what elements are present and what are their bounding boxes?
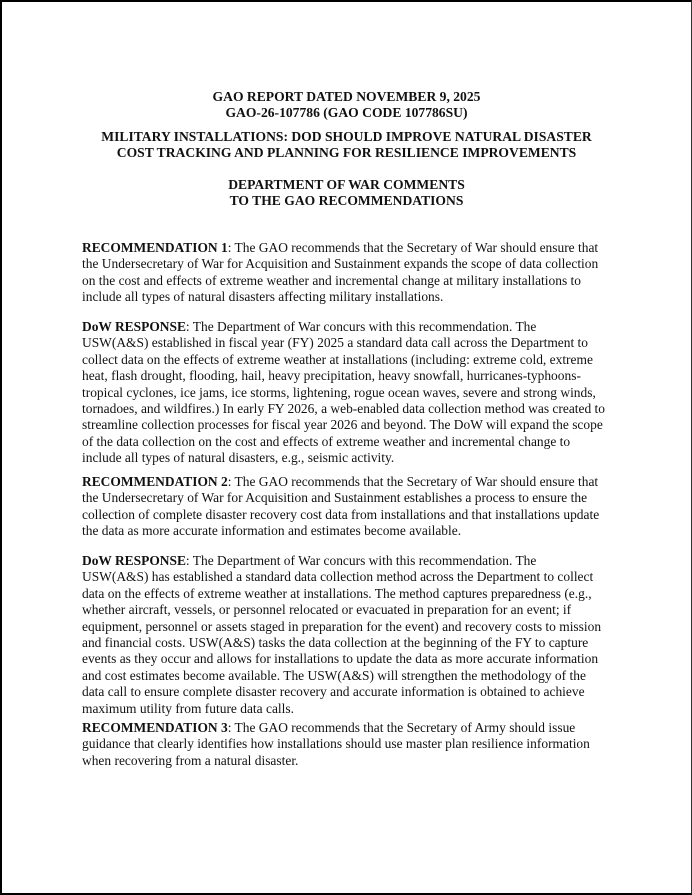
dow-response-2: DoW RESPONSE: The Department of War concurs with this recommendation. The USW(A&S) has established a standard data collection method across the Department to collect data on the effects of extreme weather at installations. The method captures preparedness (e.g., whether aircraft, vessels, or personnel relocated or evacuated in preparation for an event; if equipment, personnel or assets staged in preparation for the event) and recovery costs to mission and financial costs. USW(A&S) tasks the data collection at the beginning of the FY to capture events as they occur and allows for installations to update the data as more accurate information and cost estimates become available. The USW(A&S) will strengthen the methodology of the data call to ensure complete disaster recovery and accurate information is obtained to achieve maximum utility from future data calls. — [82, 553, 602, 716]
report-title — [2, 129, 691, 161]
recommendation-2-label: RECOMMENDATION 2 — [82, 474, 228, 489]
comments-heading-line-1: DEPARTMENT OF WAR COMMENTS — [228, 177, 465, 192]
dow-response-2-label: DoW RESPONSE — [82, 553, 186, 568]
report-header — [2, 89, 691, 121]
report-title-line-1: MILITARY INSTALLATIONS: DOD SHOULD IMPROVE NATURAL DISASTER — [101, 129, 592, 144]
recommendation-3: RECOMMENDATION 3: The GAO recommends that the Secretary of Army should issue guidance that clearly identifies how installations should use master plan resilience information when recovering from a natural disaster. — [82, 720, 590, 768]
comments-heading — [2, 177, 691, 209]
recommendation-3-label: RECOMMENDATION 3 — [82, 720, 228, 735]
recommendation-1: RECOMMENDATION 1: The GAO recommends that the Secretary of War should ensure that the Undersecretary of War for Acquisition and Sustainment expands the scope of data collection on the cost and effects of extreme weather and incremental change at military installations to include all types of natural disasters affecting military installations. — [82, 240, 599, 305]
comments-heading-line-2: TO THE GAO RECOMMENDATIONS — [229, 193, 464, 208]
report-date-line: GAO REPORT DATED NOVEMBER 9, 2025 — [212, 89, 481, 104]
recommendation-1-label: RECOMMENDATION 1 — [82, 240, 228, 255]
report-title-line-2: COST TRACKING AND PLANNING FOR RESILIENCE IMPROVEMENTS — [116, 145, 577, 160]
dow-response-1-label: DoW RESPONSE — [82, 319, 186, 334]
recommendation-2: RECOMMENDATION 2: The GAO recommends that the Secretary of War should ensure that the Undersecretary of War for Acquisition and Sustainment establishes a process to ensure the collection of complete disaster recovery cost data from installations and that installations update the data as more accurate information and estimates become available. — [82, 474, 600, 539]
report-code-line: GAO-26-107786 (GAO CODE 107786SU) — [225, 105, 468, 120]
dow-response-1: DoW RESPONSE: The Department of War concurs with this recommendation. The USW(A&S) established in fiscal year (FY) 2025 a standard data call across the Department to collect data on the effects of extreme weather at installations (including: extreme cold, extreme heat, flash drought, flooding, hail, heavy precipitation, heavy snowfall, hurricanes-typhoons- tropical cyclones, ice jams, ice storms, lightening, rogue ocean waves, severe and strong winds, tornadoes, and wildfires.) In early FY 2026, a web-enabled data collection method was created to streamline collection processes for fiscal year 2026 and beyond. The DoW will expand the scope of the data collection on the cost and effects of extreme weather and incremental change to include all types of natural disasters, e.g., seismic activity. — [82, 319, 606, 466]
